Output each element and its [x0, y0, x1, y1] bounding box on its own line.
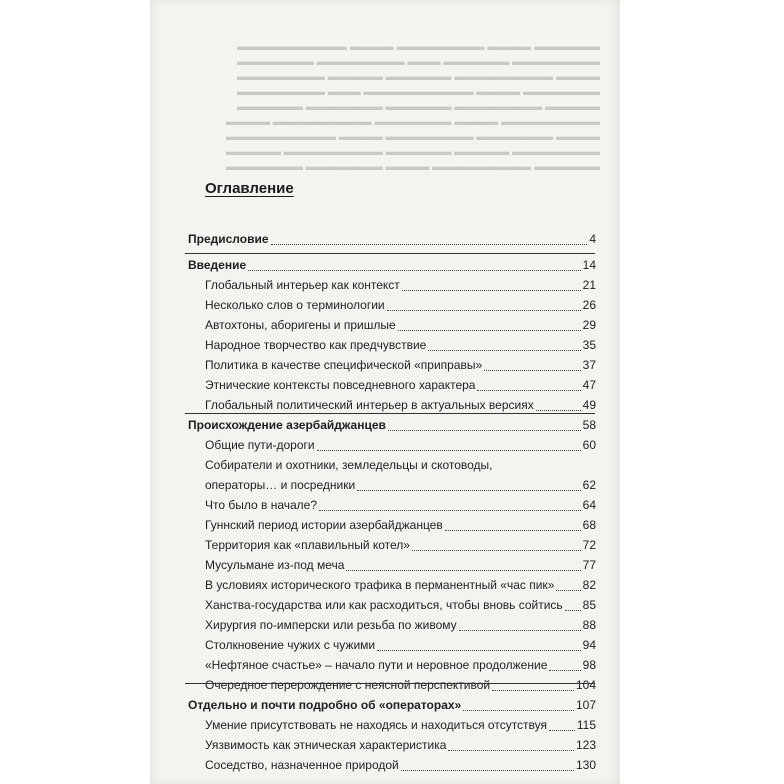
- toc-page-number: 29: [582, 318, 596, 332]
- toc-page-number: 98: [582, 658, 596, 672]
- toc-page-number: 72: [582, 538, 596, 552]
- toc-section-entry: [0, 258, 784, 278]
- toc-subsection-entry: [0, 518, 784, 538]
- toc-subsection-entry: [0, 338, 784, 358]
- toc-entry-title: Уязвимость как этническая характеристика: [205, 738, 447, 752]
- toc-subsection-entry: [0, 278, 784, 298]
- toc-section-entry: [0, 418, 784, 438]
- toc-page-number: 107: [575, 698, 596, 712]
- toc-subsection-entry: [0, 738, 784, 758]
- toc-entry-title: Умение присутствовать не находясь и находиться отсутствуя: [205, 718, 548, 732]
- toc-subsection-entry: [0, 458, 784, 478]
- toc-page-number: 130: [575, 758, 596, 772]
- toc-entry-title: Что было в начале?: [205, 498, 318, 512]
- toc-entry-title: Общие пути-дороги: [205, 438, 315, 452]
- toc-page-number: 14: [582, 258, 596, 272]
- toc-entry-title: Гуннский период истории азербайджанцев: [205, 518, 443, 532]
- toc-dot-leader: [387, 310, 581, 311]
- toc-entry-title: В условиях исторического трафика в перманентный «час пик»: [205, 578, 555, 592]
- toc-page-number: 94: [582, 638, 596, 652]
- toc-dot-leader: [459, 630, 581, 631]
- toc-dot-leader: [448, 750, 574, 751]
- toc-entry-title: Несколько слов о терминологии: [205, 298, 385, 312]
- toc-subsection-entry: [0, 538, 784, 558]
- toc-entry-title: Народное творчество как предчувствие: [205, 338, 427, 352]
- toc-subsection-entry: [0, 758, 784, 778]
- toc-page-number: 115: [576, 718, 596, 732]
- toc-entry-title: Глобальный политический интерьер в актуальных версиях: [205, 398, 534, 412]
- toc-entry-title: Хирургия по-имперски или резьба по живому: [205, 618, 457, 632]
- toc-page-number: 26: [582, 298, 596, 312]
- toc-dot-leader: [428, 350, 580, 351]
- toc-page-number: 64: [582, 498, 596, 512]
- toc-dot-leader: [549, 670, 580, 671]
- toc-dot-leader: [357, 490, 580, 491]
- toc-subsection-entry: [0, 618, 784, 638]
- toc-entry-title: Очередное перерождение с неясной перспективой: [205, 678, 491, 692]
- toc-entry-title: Столкновение чужих с чужими: [205, 638, 376, 652]
- toc-entry-title: Происхождение азербайджанцев: [188, 418, 386, 432]
- toc-dot-leader: [484, 370, 580, 371]
- toc-dot-leader: [398, 330, 581, 331]
- toc-entry-title: Этнические контексты повседневного характера: [205, 378, 476, 392]
- toc-dot-leader: [377, 650, 581, 651]
- toc-subsection-entry: [0, 438, 784, 458]
- toc-entry-title: Собиратели и охотники, земледельцы и скотоводы,: [205, 458, 493, 472]
- toc-entry-title: Политика в качестве специфической «приправы»: [205, 358, 483, 372]
- section-divider: [185, 253, 595, 254]
- toc-subsection-entry: [0, 478, 784, 498]
- toc-page-number: 88: [582, 618, 596, 632]
- toc-dot-leader: [317, 450, 581, 451]
- toc-dot-leader: [388, 430, 581, 431]
- toc-dot-leader: [492, 690, 574, 691]
- toc-subsection-entry: [0, 718, 784, 738]
- toc-entry-title: Отдельно и почти подробно об «операторах»: [188, 698, 462, 712]
- toc-page-number: 4: [589, 232, 596, 246]
- toc-page-number: 49: [582, 398, 596, 412]
- toc-dot-leader: [565, 610, 581, 611]
- toc-dot-leader: [445, 530, 581, 531]
- toc-dot-leader: [319, 510, 581, 511]
- toc-page-number: 21: [582, 278, 596, 292]
- toc-page-number: 77: [582, 558, 596, 572]
- toc-subsection-entry: [0, 318, 784, 338]
- toc-page-number: 58: [582, 418, 596, 432]
- toc-page-number: 35: [582, 338, 596, 352]
- section-divider: [185, 413, 595, 414]
- toc-entry-title: Автохтоны, аборигены и пришлые: [205, 318, 396, 332]
- toc-entry-title: Ханства-государства или как расходиться, чтобы вновь сойтись: [205, 598, 563, 612]
- toc-dot-leader: [346, 570, 580, 571]
- toc-page-number: 104: [575, 678, 596, 692]
- toc-page-number: 123: [575, 738, 596, 752]
- toc-dot-leader: [477, 390, 580, 391]
- toc-page-number: 62: [582, 478, 596, 492]
- toc-entry-title: Глобальный интерьер как контекст: [205, 278, 400, 292]
- bleed-through-text: ▬▬▬▬▬▬ ▬▬▬▬ ▬▬▬▬▬▬▬▬ ▬▬▬▬ ▬▬▬▬▬▬▬▬▬▬ ▬▬▬▬▬▬▬▬ ▬▬▬▬▬▬ ▬▬▬ ▬▬▬▬▬▬▬▬ ▬▬▬▬▬▬▬ ▬▬▬▬ ▬▬▬▬▬▬▬▬▬ ▬▬▬▬▬▬ ▬▬▬▬▬ ▬▬▬▬▬▬▬▬ ▬▬▬▬▬▬▬ ▬▬▬▬ ▬▬▬▬▬▬▬▬▬▬ ▬▬▬ ▬▬▬▬▬▬▬▬ ▬▬▬▬▬ ▬▬▬▬▬▬▬▬ ▬▬▬▬▬▬ ▬▬▬▬▬▬▬ ▬▬▬▬▬▬ ▬▬▬▬▬▬▬▬▬ ▬▬▬▬ ▬▬▬▬▬▬▬ ▬▬▬▬▬▬▬▬▬ ▬▬▬▬ ▬▬▬▬ ▬▬▬▬▬▬▬ ▬▬▬▬▬▬▬▬ ▬▬▬▬ ▬▬▬▬▬▬▬▬▬▬ ▬▬▬▬▬▬▬▬ ▬▬▬▬▬ ▬▬▬▬▬▬ ▬▬▬▬▬▬▬▬▬ ▬▬▬▬▬ ▬▬▬▬▬▬ ▬▬▬▬▬▬▬▬▬ ▬▬▬▬ ▬▬▬▬▬▬▬ ▬▬▬▬▬▬▬: [226, 41, 600, 173]
- toc-page-number: 37: [582, 358, 596, 372]
- toc-entry-title: операторы… и посредники: [205, 478, 356, 492]
- toc-dot-leader: [549, 730, 575, 731]
- toc-dot-leader: [556, 590, 580, 591]
- toc-subsection-entry: [0, 578, 784, 598]
- toc-dot-leader: [401, 770, 574, 771]
- toc-page-number: 68: [582, 518, 596, 532]
- toc-subsection-entry: [0, 298, 784, 318]
- toc-section-entry: [0, 698, 784, 718]
- toc-subsection-entry: [0, 558, 784, 578]
- toc-subsection-entry: [0, 638, 784, 658]
- toc-section-entry: [0, 232, 784, 252]
- toc-dot-leader: [271, 244, 588, 245]
- toc-subsection-entry: [0, 358, 784, 378]
- section-divider: [185, 683, 595, 684]
- toc-dot-leader: [248, 270, 580, 271]
- toc-entry-title: Введение: [188, 258, 247, 272]
- toc-dot-leader: [536, 410, 581, 411]
- toc-subsection-entry: [0, 378, 784, 398]
- toc-title: Оглавление: [205, 180, 294, 197]
- toc-subsection-entry: [0, 398, 784, 418]
- toc-dot-leader: [463, 710, 574, 711]
- toc-page-number: 47: [582, 378, 596, 392]
- toc-subsection-entry: [0, 678, 784, 698]
- toc-page-number: 60: [582, 438, 596, 452]
- toc-entry-title: Мусульмане из-под меча: [205, 558, 345, 572]
- toc-entry-title: Территория как «плавильный котел»: [205, 538, 410, 552]
- toc-dot-leader: [402, 290, 581, 291]
- toc-entry-title: Предисловие: [188, 232, 269, 246]
- toc-subsection-entry: [0, 498, 784, 518]
- toc-page-number: 82: [582, 578, 596, 592]
- toc-subsection-entry: [0, 658, 784, 678]
- toc-page-number: 85: [582, 598, 596, 612]
- toc-dot-leader: [412, 550, 581, 551]
- toc-subsection-entry: [0, 598, 784, 618]
- toc-entry-title: «Нефтяное счастье» – начало пути и неровное продолжение: [205, 658, 548, 672]
- toc-entry-title: Соседство, назначенное природой: [205, 758, 399, 772]
